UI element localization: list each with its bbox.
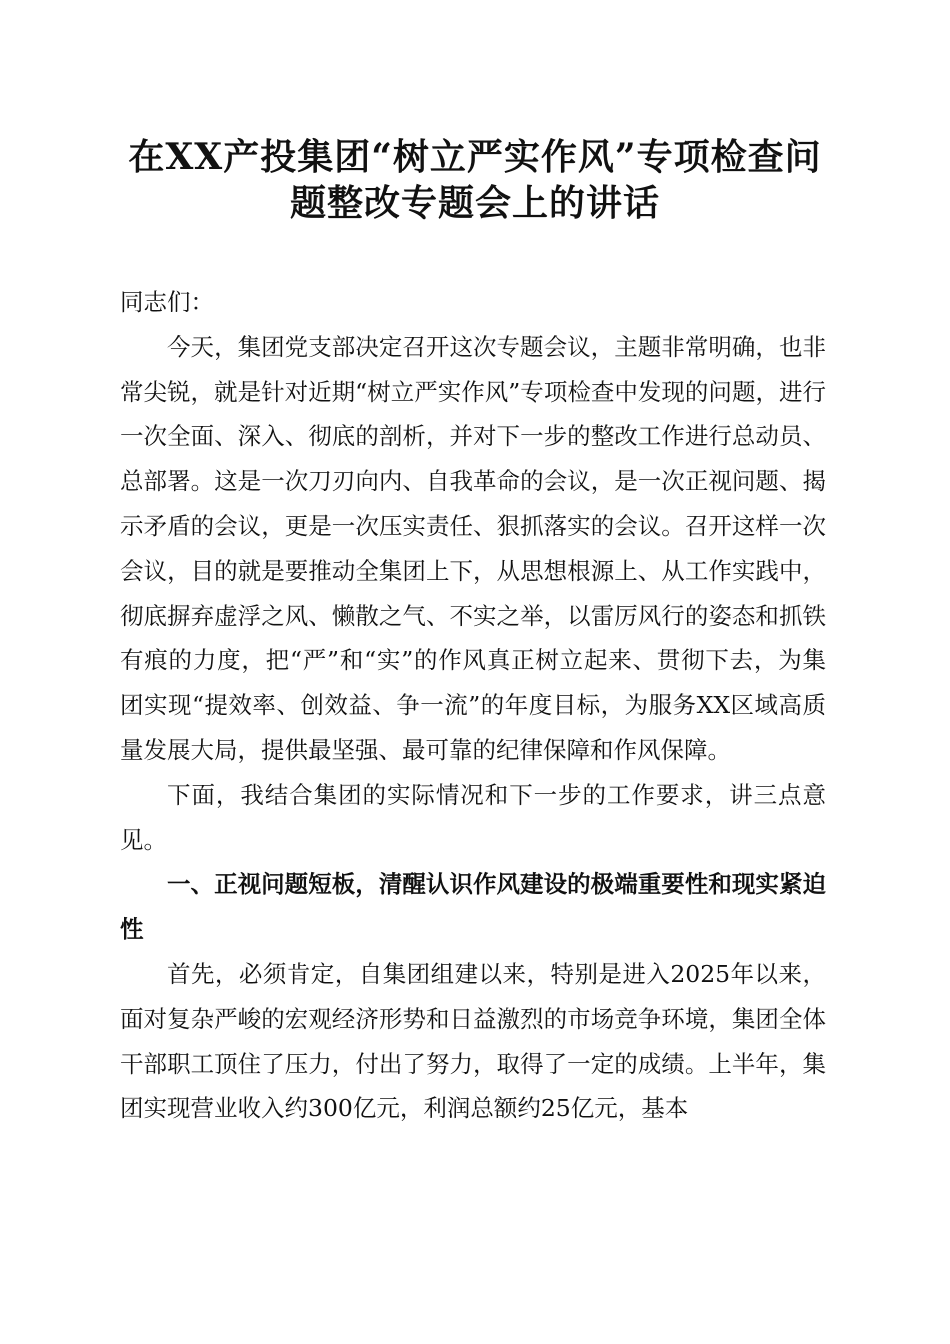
document-body xyxy=(120,280,826,1131)
document-title xyxy=(100,134,850,226)
title-line-2: 题整改专题会上的讲话 xyxy=(289,182,660,224)
section-heading: 一、正视问题短板，清醒认识作风建设的极端重要性和现实紧迫性 xyxy=(120,870,826,944)
salutation: 同志们： xyxy=(120,288,214,316)
paragraph-outline: 下面，我结合集团的实际情况和下一步的工作要求，讲三点意见。 xyxy=(120,780,826,854)
paragraph-opening: 今天，集团党支部决定召开这次专题会议，主题非常明确，也非常尖锐，就是针对近期“树立严实作风”专项检查中发现的问题，进行一次全面、深入、彻底的剖析，并对下一步的整改工作进行总动员、总部署。这是一次刀刃向内、自我革命的会议，是一次正视问题、揭示矛盾的会议，更是一次压实责任、狠抓落实的会议。召开这样一次会议，目的就是要推动全集团上下，从思想根源上、从工作实践中，彻底摒弃虚浮之风、懒散之气、不实之举，以雷厉风行的姿态和抓铁有痕的力度，把“严”和“实”的作风真正树立起来、贯彻下去，为集团实现“提效率、创效益、争一流”的年度目标，为服务XX区域高质量发展大局，提供最坚强、最可靠的纪律保障和作风保障。 xyxy=(120,332,826,764)
paragraph-section-one: 首先，必须肯定，自集团组建以来，特别是进入2025年以来，面对复杂严峻的宏观经济形势和日益激烈的市场竞争环境，集团全体干部职工顶住了压力，付出了努力，取得了一定的成绩。上半年，集团实现营业收入约300亿元，利润总额约25亿元，基本 xyxy=(120,959,826,1123)
title-line-1: 在XX产投集团“树立严实作风”专项检查问 xyxy=(128,136,822,178)
